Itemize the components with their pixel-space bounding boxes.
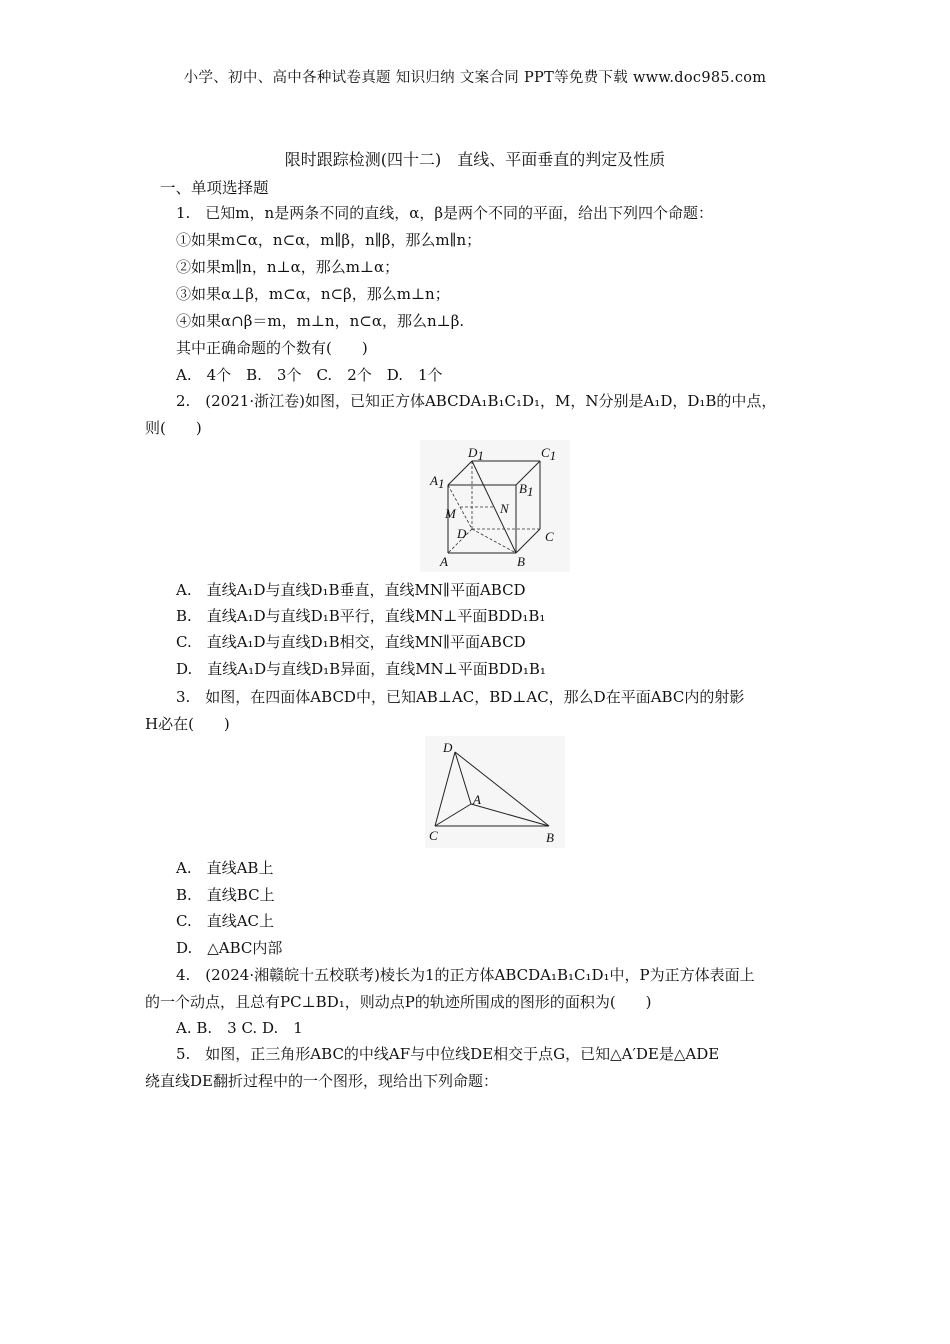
tetrahedron-figure	[425, 736, 565, 848]
q2-stem-cont: 则( )	[145, 419, 202, 437]
worksheet-title: 限时跟踪检测(四十二) 直线、平面垂直的判定及性质	[284, 150, 666, 169]
q4-options: A. B. 3 C. D. 1	[176, 1019, 303, 1037]
tetra-label-D: D	[443, 740, 453, 755]
cube-figure	[420, 440, 570, 572]
cube-label-N: N	[500, 501, 509, 516]
cube-label-B1: B1	[519, 481, 534, 499]
q1-prop-2: ②如果m∥n，n⊥α，那么m⊥α；	[176, 258, 400, 276]
q3-option-d: D. △ABC内部	[176, 939, 283, 957]
q1-prop-3: ③如果α⊥β，m⊂α，n⊂β，那么m⊥n；	[176, 285, 450, 303]
q1-prop-4: ④如果α∩β＝m，m⊥n，n⊂α，那么n⊥β.	[176, 312, 465, 330]
q3-stem-cont: H必在( )	[145, 715, 230, 733]
cube-label-D1: D1	[468, 445, 484, 463]
q2-option-b: B. 直线A₁D与直线D₁B平行，直线MN⊥平面BDD₁B₁	[176, 607, 546, 625]
q1-stem: 1. 已知m，n是两条不同的直线，α，β是两个不同的平面，给出下列四个命题：	[176, 204, 714, 222]
q1-options: A. 4个 B. 3个 C. 2个 D. 1个	[176, 366, 443, 384]
q4-stem-cont: 的一个动点，且总有PC⊥BD₁，则动点P的轨迹所围成的图形的面积为( )	[145, 993, 652, 1011]
q5-stem: 5. 如图，正三角形ABC的中线AF与中位线DE相交于点G，已知△A′DE是△ADE	[176, 1045, 720, 1063]
cube-label-A: A	[440, 554, 448, 569]
page-header: 小学、初中、高中各种试卷真题 知识归纳 文案合同 PPT等免费下载 www.doc985.com	[183, 70, 767, 86]
cube-label-M: M	[445, 506, 456, 521]
tetra-label-C: C	[429, 828, 438, 843]
tetra-label-A: A	[473, 792, 481, 807]
cube-label-A1: A1	[430, 473, 445, 491]
q1-question: 其中正确命题的个数有( )	[176, 339, 368, 357]
q5-stem-cont: 绕直线DE翻折过程中的一个图形，现给出下列命题：	[145, 1072, 498, 1090]
section-heading: 一、单项选择题	[160, 179, 269, 197]
q2-stem: 2. (2021·浙江卷)如图，已知正方体ABCDA₁B₁C₁D₁，M，N分别是A₁D，D₁B的中点，	[176, 392, 777, 410]
q4-stem: 4. (2024·湘赣皖十五校联考)棱长为1的正方体ABCDA₁B₁C₁D₁中，P为正方体表面上	[176, 966, 755, 984]
cube-label-D: D	[457, 526, 467, 541]
q3-option-b: B. 直线BC上	[176, 886, 275, 904]
cube-label-C1: C1	[541, 445, 557, 463]
q2-option-c: C. 直线A₁D与直线D₁B相交，直线MN∥平面ABCD	[176, 633, 526, 651]
q3-stem: 3. 如图，在四面体ABCD中，已知AB⊥AC，BD⊥AC，那么D在平面ABC内的射影	[176, 688, 745, 706]
cube-label-B: B	[517, 554, 525, 569]
q3-option-c: C. 直线AC上	[176, 912, 275, 930]
q2-option-a: A. 直线A₁D与直线D₁B垂直，直线MN∥平面ABCD	[176, 581, 526, 599]
q3-option-a: A. 直线AB上	[176, 859, 274, 877]
q2-option-d: D. 直线A₁D与直线D₁B异面，直线MN⊥平面BDD₁B₁	[176, 660, 546, 678]
cube-label-C: C	[545, 529, 554, 544]
tetra-label-B: B	[546, 830, 554, 845]
q1-prop-1: ①如果m⊂α，n⊂α，m∥β，n∥β，那么m∥n；	[176, 231, 482, 249]
